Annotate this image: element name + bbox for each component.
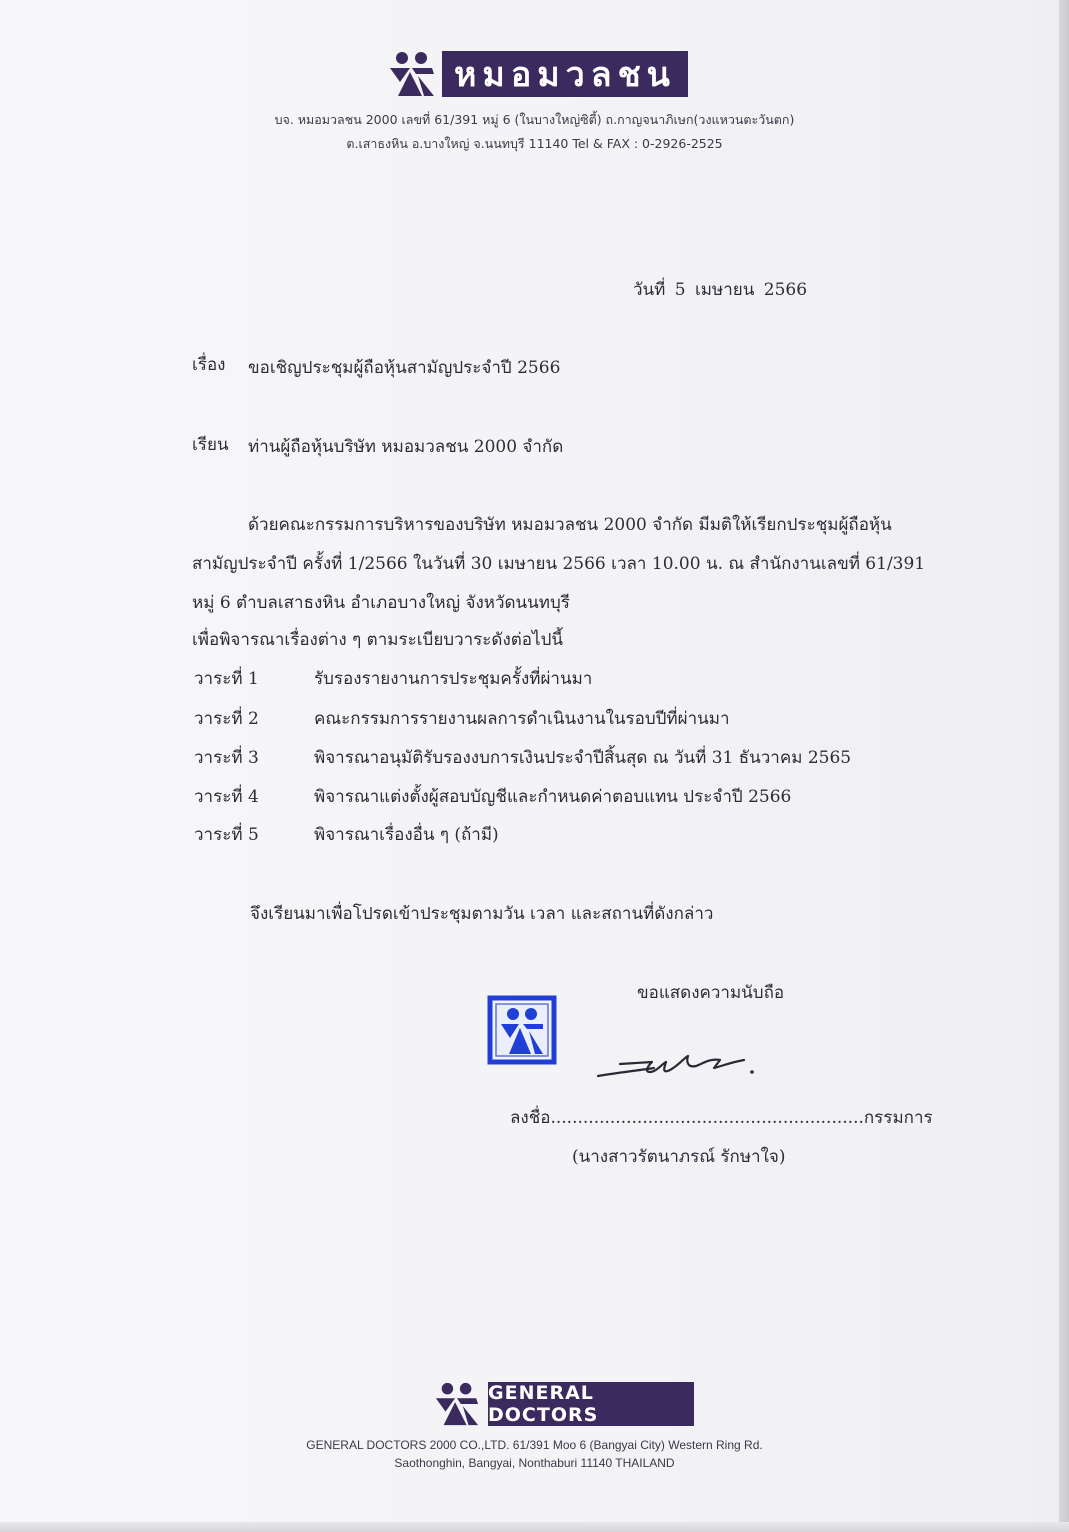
agenda-item: พิจารณาอนุมัติรับรองงบการเงินประจำปีสิ้นสุด ณ วันที่ 31 ธันวาคม 2565 (314, 748, 852, 768)
signer-name: (นางสาวรัตนาภรณ์ รักษาใจ) (572, 1147, 786, 1167)
page-edge (1059, 0, 1069, 1532)
recipient-label: เรียน (192, 435, 229, 455)
letterhead-logo (388, 50, 688, 98)
footer-address-line1: GENERAL DOCTORS 2000 CO.,LTD. 61/391 Moo 6 (Bangyai City) Western Ring Rd. (306, 1438, 763, 1452)
people-icon (434, 1381, 480, 1427)
body-line: เพื่อพิจารณาเรื่องต่าง ๆ ตามระเบียบวาระดังต่อไปนี้ (192, 630, 563, 650)
regards-line: ขอแสดงความนับถือ (637, 983, 785, 1003)
subject-text: ขอเชิญประชุมผู้ถือหุ้นสามัญประจำปี 2566 (248, 358, 561, 378)
letterhead-address-line1: บจ. หมอมวลชน 2000 เลขที่ 61/391 หมู่ 6 (ในบางใหญ่ซิตี้) ถ.กาญจนาภิเษก(วงแหวนตะวันตก) (274, 112, 795, 127)
agenda-item: รับรองรายงานการประชุมครั้งที่ผ่านมา (314, 669, 593, 689)
agenda-label: วาระที่ 3 (194, 748, 259, 768)
agenda-item: พิจารณาแต่งตั้งผู้สอบบัญชีและกำหนดค่าตอบแทน ประจำปี 2566 (314, 787, 792, 807)
agenda-label: วาระที่ 1 (194, 669, 259, 689)
footer-logo (434, 1381, 694, 1427)
agenda-label: วาระที่ 2 (194, 709, 259, 729)
closing-line: จึงเรียนมาเพื่อโปรดเข้าประชุมตามวัน เวลา และสถานที่ดังกล่าว (250, 904, 714, 924)
page-edge (0, 1522, 1069, 1532)
signature-line: ลงชื่อ..........................................................กรรมการ (510, 1108, 933, 1128)
letter-date: วันที่ 5 เมษายน 2566 (633, 280, 808, 300)
agenda-label: วาระที่ 4 (194, 787, 259, 807)
brand-name-english: GENERAL DOCTORS (488, 1382, 694, 1426)
subject-label: เรื่อง (192, 355, 226, 375)
agenda-item: คณะกรรมการรายงานผลการดำเนินงานในรอบปีที่ผ่านมา (314, 709, 730, 729)
body-line: ด้วยคณะกรรมการบริหารของบริษัท หมอมวลชน 2000 จำกัด มีมติให้เรียกประชุมผู้ถือหุ้น (248, 515, 892, 535)
footer-address-line2: Saothonghin, Bangyai, Nonthaburi 11140 THAILAND (394, 1456, 675, 1470)
company-stamp-icon (487, 995, 557, 1065)
people-icon (388, 50, 436, 98)
body-line: หมู่ 6 ตำบลเสาธงหิน อำเภอบางใหญ่ จังหวัดนนทบุรี (192, 593, 570, 613)
agenda-label: วาระที่ 5 (194, 825, 259, 845)
signature-icon (592, 1052, 762, 1082)
letterhead-address-line2: ต.เสาธงหิน อ.บางใหญ่ จ.นนทบุรี 11140 Tel & FAX : 0-2926-2525 (346, 136, 723, 151)
brand-name-thai: หมอมวลชน (442, 51, 688, 97)
recipient-text: ท่านผู้ถือหุ้นบริษัท หมอมวลชน 2000 จำกัด (248, 437, 564, 457)
body-line: สามัญประจำปี ครั้งที่ 1/2566 ในวันที่ 30 เมษายน 2566 เวลา 10.00 น. ณ สำนักงานเลขที่ 61/391 (192, 554, 926, 574)
agenda-item: พิจารณาเรื่องอื่น ๆ (ถ้ามี) (314, 825, 499, 845)
